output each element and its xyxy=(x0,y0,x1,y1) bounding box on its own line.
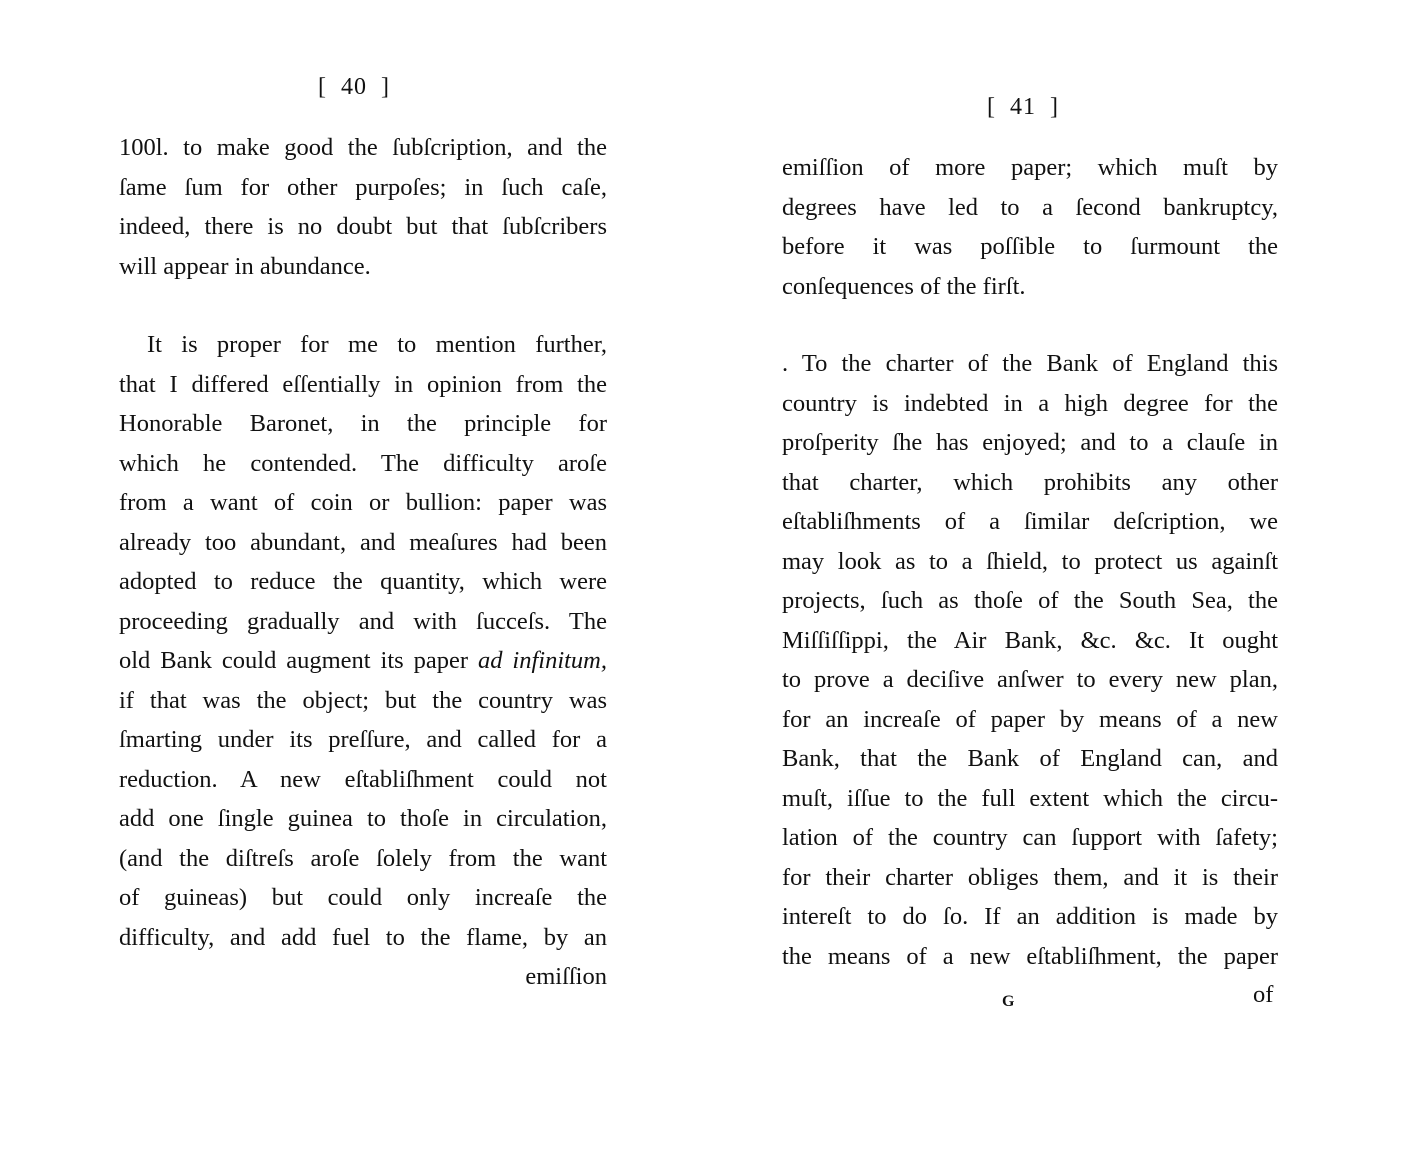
left-page xyxy=(0,0,700,1161)
text-line: that I differed eſſentially in opinion from the xyxy=(119,370,607,398)
right-page xyxy=(700,0,1407,1161)
text-line: proceeding gradually and with ſucceſs. The xyxy=(119,607,607,635)
page-number-header: [ 41 ] xyxy=(987,94,1059,120)
italic-phrase: ad infinitum, xyxy=(477,647,608,674)
text-line: if that was the object; but the country was xyxy=(119,686,607,714)
text-line: projects, ſuch as thoſe of the South Sea, the xyxy=(782,587,1278,614)
text-line: already too abundant, and meaſures had been xyxy=(119,528,607,556)
text-line: will appear in abundance. xyxy=(119,252,371,280)
text-line: reduction. A new eſtabliſhment could not xyxy=(119,765,607,793)
text-line: conſequences of the firſt. xyxy=(782,272,1026,300)
paragraph xyxy=(119,128,607,286)
text-line: emiſſion of more paper; which muſt by xyxy=(782,154,1278,181)
paragraph xyxy=(119,325,607,997)
text-line: add one ſingle guinea to thoſe in circulation, xyxy=(119,805,607,832)
text-line: . To the charter of the Bank of England this xyxy=(782,350,1278,377)
text-line: (and the diſtreſs aroſe ſolely from the want xyxy=(119,844,607,872)
text-line xyxy=(119,641,607,681)
text-line: Honorable Baronet, in the principle for xyxy=(119,410,607,437)
text-line: that charter, which prohibits any other xyxy=(782,468,1278,496)
text-line: ſame ſum for other purpoſes; in ſuch caſe, xyxy=(119,173,607,201)
text-line: country is indebted in a high degree for the xyxy=(782,389,1278,417)
text-line: from a want of coin or bullion: paper was xyxy=(119,489,607,516)
paragraph xyxy=(782,148,1278,306)
text-line: the means of a new eſtabliſhment, the paper xyxy=(782,942,1278,970)
text-line: degrees have led to a ſecond bankruptcy, xyxy=(782,193,1278,221)
text-line: 100l. to make good the ſubſcription, and the xyxy=(119,134,607,161)
text-line: intereſt to do ſo. If an addition is made by xyxy=(782,903,1278,930)
text-line: ſmarting under its preſſure, and called for a xyxy=(119,726,607,753)
text-line: to prove a deciſive anſwer to every new plan, xyxy=(782,666,1278,693)
catchword: emiſſion xyxy=(525,963,607,990)
text-line: which he contended. The difficulty aroſe xyxy=(119,449,607,477)
text-line: indeed, there is no doubt but that ſubſcribers xyxy=(119,213,607,240)
paragraph xyxy=(782,344,1278,976)
text-segment: old Bank could augment its paper xyxy=(119,647,469,674)
text-line: muſt, iſſue to the full extent which the circu- xyxy=(782,784,1278,812)
text-line: proſperity ſhe has enjoyed; and to a clauſe in xyxy=(782,429,1278,456)
text-line: lation of the country can ſupport with ſafety; xyxy=(782,824,1278,851)
text-line: Bank, that the Bank of England can, and xyxy=(782,745,1278,772)
page-number-header: [ 40 ] xyxy=(318,74,390,100)
text-line: It is proper for me to mention further, xyxy=(147,331,607,358)
text-line: for their charter obliges them, and it is their xyxy=(782,863,1278,891)
text-line: of guineas) but could only increaſe the xyxy=(119,884,607,911)
text-line: difficulty, and add fuel to the flame, by an xyxy=(119,923,607,951)
text-line: may look as to a ſhield, to protect us againſt xyxy=(782,547,1278,575)
text-line: Miſſiſſippi, the Air Bank, &c. &c. It ought xyxy=(782,626,1278,654)
text-line: adopted to reduce the quantity, which were xyxy=(119,568,607,595)
text-line: before it was poſſible to ſurmount the xyxy=(782,233,1278,260)
text-line: for an increaſe of paper by means of a new xyxy=(782,705,1278,733)
signature-mark: G xyxy=(1002,993,1015,1010)
catchword: of xyxy=(1253,981,1274,1008)
text-line: eſtabliſhments of a ſimilar deſcription, we xyxy=(782,508,1278,535)
